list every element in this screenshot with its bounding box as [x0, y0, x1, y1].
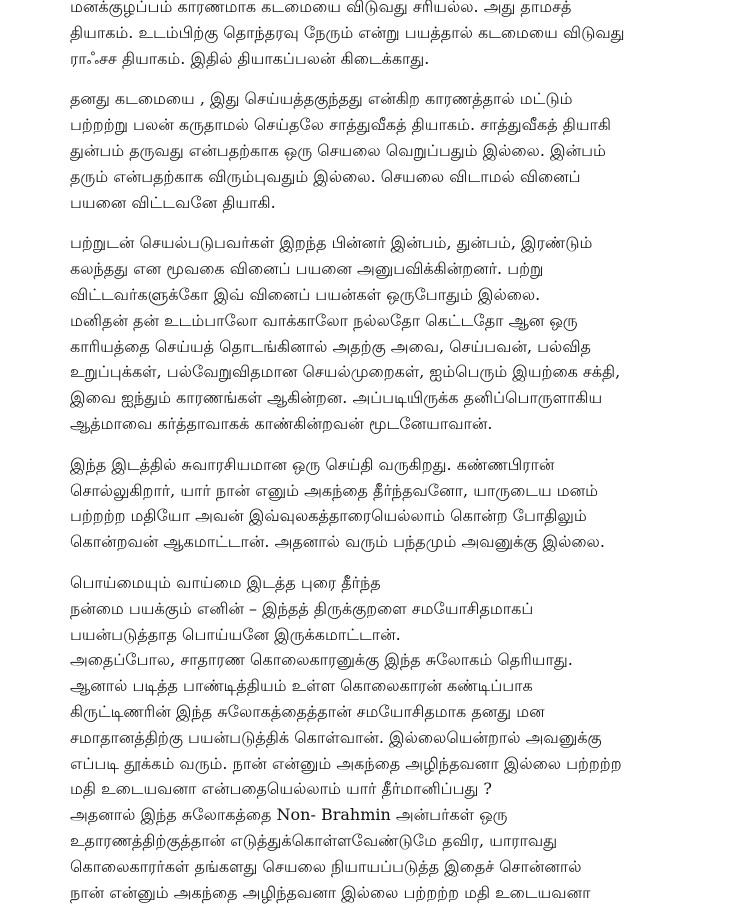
text-line: பற்றற்று பலன் கருதாமல் செய்தலே சாத்துவீகத் தியாகம். சாத்துவீகத் தியாகி — [70, 115, 611, 135]
text-line: கொலைகாரர்கள் தங்களது செயலை நியாயப்படுத்த இதைச் சொன்னால் — [70, 856, 582, 876]
text-line: இந்த இடத்தில் சுவாரசியமான ஒரு செய்தி வருகிறது. கண்ணபிரான் — [70, 454, 555, 474]
text-line: பொய்மையும் வாய்மை இடத்த புரை தீர்ந்த — [70, 572, 381, 592]
text-line: மனக்குழப்பம் காரணமாக கடமையை விடுவது சரியல்ல. அது தாமசத் — [70, 0, 572, 16]
paragraph-2 — [70, 86, 710, 215]
text-line: இவை ஐந்தும் காரணங்கள் ஆகின்றன. அப்படியிருக்க தனிப்பொருளாகிய — [70, 388, 603, 408]
text-line: ஆனால் படித்த பாண்டித்தியம் உள்ள கொலைகாரன் கண்டிப்பாக — [70, 676, 533, 696]
text-line: துன்பம் தருவது என்பதற்காக ஒரு செயலை வெறுப்பதும் இல்லை. இன்பம் — [70, 140, 606, 160]
text-line: கலந்தது என மூவகை வினைப் பயனை அனுபவிக்கின்றனர். பற்று — [70, 259, 544, 279]
text-line: கொன்றவன் ஆகமாட்டான். அதனால் வரும் பந்தமும் அவனுக்கு இல்லை. — [70, 532, 605, 552]
text-line: பற்றுடன் செயல்படுபவர்கள் இறந்த பின்னர் இன்பம், துன்பம், இரண்டும் — [70, 233, 593, 253]
text-line: பயனை விட்டவனே தியாகி. — [70, 192, 276, 212]
paragraph-3 — [70, 230, 710, 436]
text-line: உறுப்புக்கள், பல்வேறுவிதமான செயல்முறைகள், ஐம்பெரும் இயற்கை சக்தி, — [70, 362, 621, 382]
text-line: ராஃசச தியாகம். இதில் தியாகப்பலன் கிடைக்காது. — [70, 48, 430, 68]
text-line: நான் என்னும் அகந்தை அழிந்தவனா இல்லை பற்றற்ற மதி உடையவனா — [70, 882, 591, 902]
document-body — [70, 0, 710, 905]
text-line: பற்றற்ற மதியோ அவன் இவ்வுலகத்தாரையெல்லாம் கொன்ற போதிலும் — [70, 506, 587, 526]
text-line: எப்படி தூக்கம் வரும். நான் என்னும் அகந்தை அழிந்தவனா இல்லை பற்றற்ற — [70, 753, 622, 773]
text-line: அதைப்போல, சாதாரண கொலைகாரனுக்கு இந்த சுலோகம் தெரியாது. — [70, 650, 573, 670]
text-line: விட்டவர்களுக்கோ இவ் வினைப் பயன்கள் ஒருபோதும் இல்லை. — [70, 284, 541, 304]
text-line: உதாரணத்திற்குத்தான் எடுத்துக்கொள்ளவேண்டுமே தவிர, யாராவது — [70, 830, 558, 850]
paragraph-5 — [70, 570, 710, 905]
paragraph-1 — [70, 0, 710, 71]
text-line: தரும் என்பதற்காக விரும்புவதும் இல்லை. செயலை விடாமல் வினைப் — [70, 166, 581, 186]
text-line: சொல்லுகிறார், யார் நான் எனும் அகந்தை தீர்ந்தவனோ, யாருடைய மனம் — [70, 480, 599, 500]
text-line: நன்மை பயக்கும் எனின் – இந்தத் திருக்குறளை சமயோசிதமாகப் — [70, 598, 534, 618]
text-line: மதி உடையவனா என்பதையெல்லாம் யார் தீர்மானிப்பது ? — [70, 779, 493, 799]
text-line: மனிதன் தன் உடம்பாலோ வாக்காலோ நல்லதோ கெட்டதோ ஆன ஒரு — [70, 310, 578, 330]
text-line: சமாதானத்திற்கு பயன்படுத்திக் கொள்வான். இல்லையென்றால் அவனுக்கு — [70, 727, 602, 747]
text-line: கிருட்டிணரின் இந்த சுலோகத்தைத்தான் சமயோசிதமாக தனது மன — [70, 701, 545, 721]
text-line: தனது கடமையை , இது செய்யத்தகுந்தது என்கிற காரணத்தால் மட்டும் — [70, 89, 573, 109]
text-line: தியாகம். உடம்பிற்கு தொந்தரவு நேரும் என்று பயத்தால் கடமையை விடுவது — [70, 22, 625, 42]
text-line: பயன்படுத்தாத பொய்யனே இருக்கமாட்டான். — [70, 624, 401, 644]
text-line: ஆத்மாவை கர்த்தாவாகக் காண்கின்றவன் மூடனேயாவான். — [70, 413, 493, 433]
text-line: காரியத்தை செய்யத் தொடங்கினால் அதற்கு அவை, செய்பவன், பல்வித — [70, 336, 591, 356]
paragraph-4 — [70, 452, 710, 555]
text-line: அதனால் இந்த சுலோகத்தை Non- Brahmin அன்பர்கள் ஒரு — [70, 805, 508, 825]
